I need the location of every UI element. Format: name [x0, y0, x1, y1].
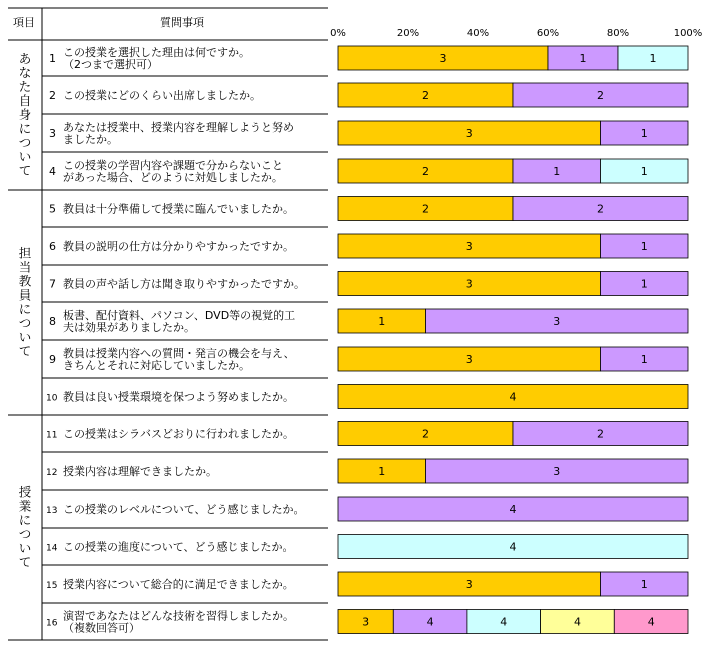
question-text-line: この授業の進度について、どう感じましたか。 — [63, 540, 294, 554]
question-text-line: 教員は授業内容への質問・発言の機会を与え、 — [63, 347, 295, 360]
question-text-line: この授業の学習内容や課題で分からないこと — [63, 159, 283, 172]
question-number: 7 — [49, 277, 56, 291]
question-number: 8 — [49, 315, 56, 328]
group-labels — [19, 51, 32, 570]
question-text-line: この授業にどのくらい出席しましたか。 — [63, 89, 261, 102]
x-tick-label: 100% — [673, 28, 703, 39]
question-text-line: 板書、配付資料、パソコン、DVD等の視覚的工 — [63, 309, 296, 322]
bar-value-label: 3 — [553, 465, 561, 478]
bar-value-label: 3 — [362, 615, 370, 629]
x-tick-label: 60% — [536, 28, 560, 39]
bar-value-label: 1 — [579, 52, 587, 65]
question-text-line: （2つまで選択可） — [63, 58, 158, 71]
question-text-line: 教員は十分準備して授業に臨んでいましたか。 — [63, 202, 294, 216]
bar-value-label: 2 — [597, 202, 604, 216]
question-number: 5 — [49, 202, 56, 216]
bar-value-label: 3 — [465, 277, 473, 291]
question-text-line: 夫は効果がありましたか。 — [63, 321, 195, 334]
bar-value-label: 1 — [640, 578, 648, 591]
bar-value-label: 4 — [509, 390, 517, 404]
question-text-line: 教員は良い授業環境を保つよう努めましたか。 — [63, 390, 294, 404]
group-label: 担当教員について — [18, 245, 32, 359]
question-text-line: この授業のレベルについて、どう感じましたか。 — [63, 503, 305, 516]
question-text-line: （複数回答可） — [63, 621, 140, 635]
percent-axis — [330, 28, 702, 39]
bar-value-label: 1 — [378, 465, 386, 478]
question-text-line: ましたか。 — [63, 133, 118, 146]
bar-value-label: 2 — [597, 89, 604, 102]
bar-value-label: 2 — [422, 202, 429, 216]
bar-value-label: 2 — [422, 427, 429, 441]
question-column-header: 質問事項 — [160, 16, 204, 29]
bar-value-label: 1 — [640, 165, 648, 178]
x-tick-label: 40% — [466, 28, 490, 39]
question-number: 11 — [46, 430, 58, 441]
bar-value-label: 4 — [426, 615, 434, 629]
bar-series — [338, 46, 688, 634]
bar-value-label: 4 — [509, 540, 517, 554]
bar-value-label: 4 — [500, 615, 508, 629]
x-tick-label: 20% — [396, 28, 420, 39]
x-tick-label: 0% — [330, 28, 346, 39]
question-number: 3 — [49, 127, 56, 140]
question-number: 10 — [46, 393, 58, 404]
bar-value-label: 2 — [597, 427, 604, 441]
bar-value-label: 2 — [422, 89, 429, 102]
bar-value-label: 1 — [553, 165, 561, 178]
bar-value-label: 3 — [465, 240, 473, 253]
question-text-line: 授業内容について総合的に満足できましたか。 — [63, 578, 294, 591]
bar-value-label: 1 — [378, 315, 386, 328]
question-number: 2 — [49, 89, 56, 102]
bar-value-label: 3 — [465, 127, 473, 140]
group-label: 授業について — [18, 484, 32, 570]
bar-value-label: 3 — [465, 353, 473, 366]
question-number: 13 — [46, 506, 58, 516]
x-tick-label: 80% — [606, 28, 630, 39]
question-text-line: 教員の説明の仕方は分かりやすかったですか。 — [63, 240, 294, 253]
question-text-line: この授業を選択した理由は何ですか。 — [63, 46, 250, 59]
bar-value-label: 2 — [422, 165, 429, 178]
question-text-line: があった場合、どのように対処しましたか。 — [63, 171, 283, 184]
question-number: 1 — [49, 52, 56, 65]
bar-value-label: 1 — [640, 353, 648, 366]
bar-value-label: 3 — [439, 52, 447, 65]
bar-value-label: 4 — [574, 615, 581, 629]
bar-value-label: 1 — [640, 127, 648, 140]
question-text-line: 授業内容は理解できましたか。 — [63, 465, 217, 478]
question-number: 6 — [49, 240, 56, 253]
question-number: 9 — [49, 353, 56, 366]
bar-value-label: 1 — [640, 240, 648, 253]
bar-value-label: 1 — [640, 277, 648, 291]
bar-value-label: 4 — [509, 503, 517, 516]
question-text-line: 教員の声や話し方は聞き取りやすかったですか。 — [63, 277, 305, 291]
question-text-line: 演習であなたはどんな技術を習得しましたか。 — [63, 609, 294, 623]
bar-value-label: 4 — [647, 615, 655, 629]
item-column-header: 項目 — [13, 16, 35, 29]
question-number: 4 — [49, 165, 56, 178]
question-number: 15 — [46, 581, 58, 591]
group-label: あなた自身について — [18, 51, 32, 178]
question-number: 16 — [46, 618, 58, 629]
question-text-line: きちんとそれに対応していましたか。 — [63, 359, 250, 372]
bar-value-label: 3 — [465, 578, 473, 591]
bar-value-label: 1 — [649, 52, 657, 65]
bar-value-label: 3 — [553, 315, 561, 328]
question-number: 14 — [46, 543, 58, 554]
question-number: 12 — [46, 468, 58, 478]
question-text-line: あなたは授業中、授業内容を理解しようと努め — [63, 121, 294, 134]
question-text-line: この授業はシラバスどおりに行われましたか。 — [63, 427, 294, 441]
